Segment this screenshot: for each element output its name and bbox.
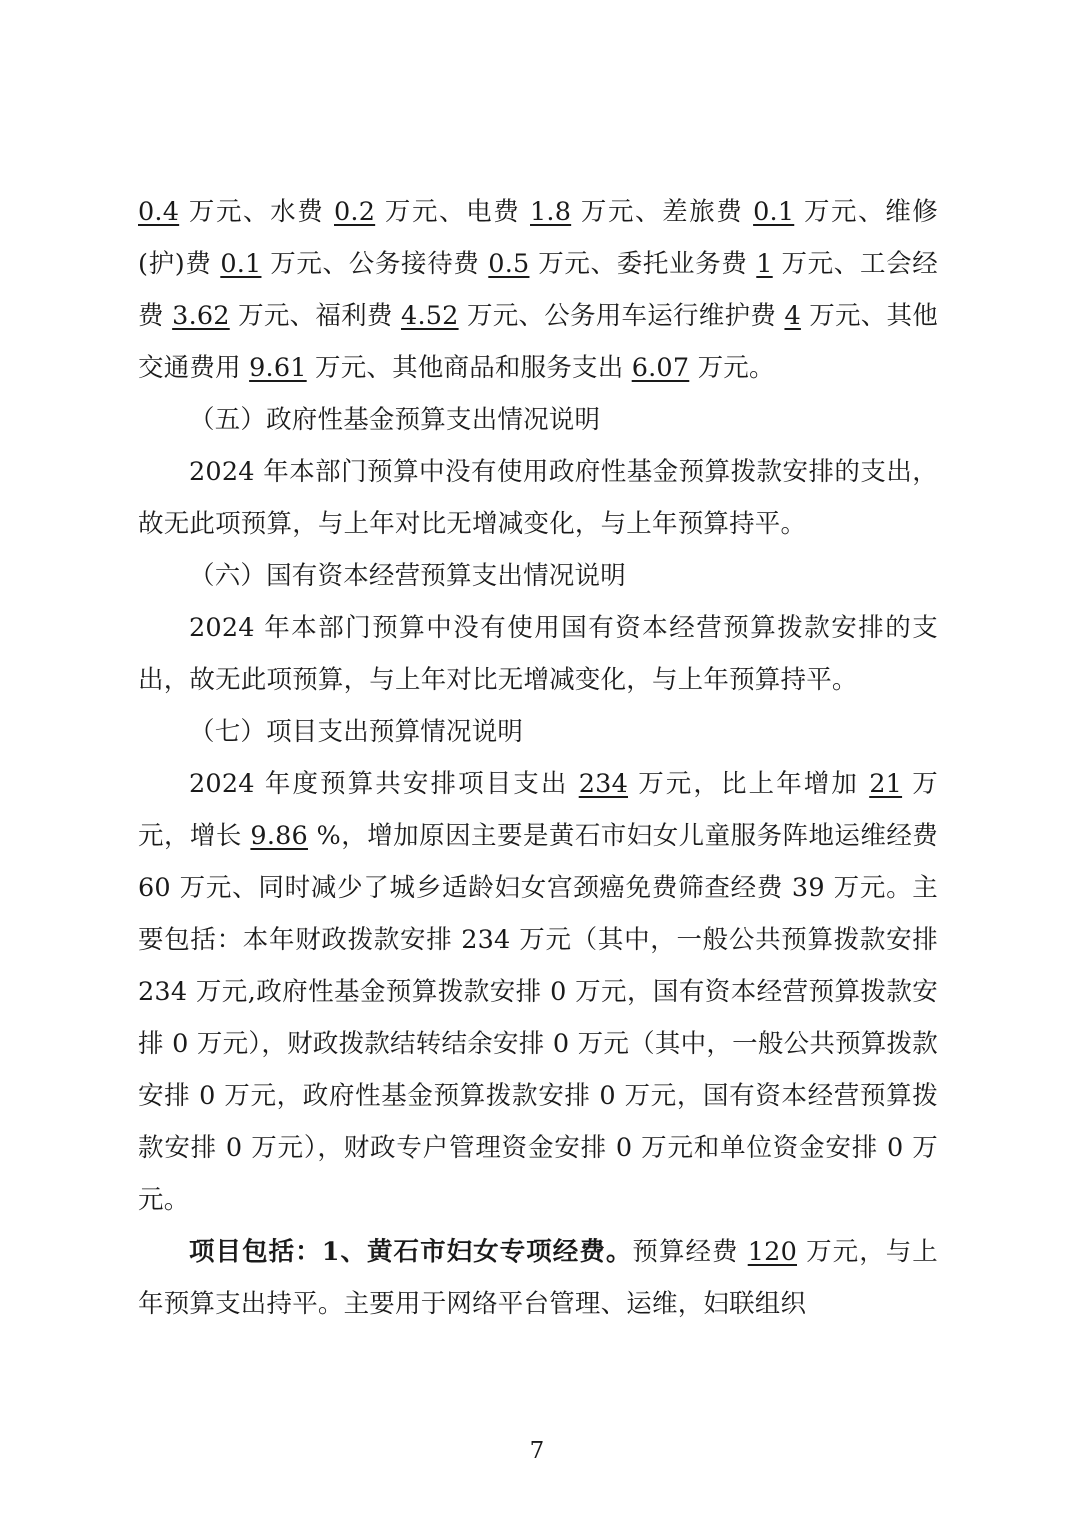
bold-text: 项目包括：1、黄石市妇女专项经费。 [189, 1237, 633, 1267]
text-run: 万元、委托业务费 [529, 249, 757, 279]
text-run: 万元、差旅费 [571, 197, 754, 227]
text-run: 万元、公务用车运行维护费 [458, 301, 785, 331]
text-run: 万元、其他商品和服务支出 [306, 353, 632, 383]
underlined-value: 0.2 [334, 197, 376, 227]
text-run: 万元，比上年增加 [628, 769, 870, 799]
text-run: 万元，与上年预算支出持平。主要用于网络平台管理、运维，妇联组织 [138, 1237, 938, 1319]
text-run: 万元，增长 [138, 769, 938, 851]
underlined-value: 9.86 [250, 821, 308, 851]
text-run: 预算经费 [632, 1237, 748, 1267]
text-run: （五）政府性基金预算支出情况说明 [189, 405, 601, 435]
underlined-value: 4 [784, 301, 801, 331]
text-run: 万元、其他交通费用 [138, 301, 938, 383]
paragraph [138, 446, 938, 550]
underlined-value: 0.5 [488, 249, 530, 279]
underlined-value: 1 [756, 249, 773, 279]
text-run: 2024 年度预算共安排项目支出 [189, 769, 579, 799]
text-block-container [138, 186, 947, 1330]
underlined-value: 0.4 [138, 197, 180, 227]
paragraph [138, 186, 938, 394]
text-run: 2024 年本部门预算中没有使用政府性基金预算拨款安排的支出，故无此项预算，与上年对比无增减变化，与上年预算持平。 [138, 457, 938, 539]
text-run: 万元、工会经费 [138, 249, 938, 331]
underlined-value: 1.8 [530, 197, 572, 227]
section-heading [138, 394, 938, 446]
underlined-value: 234 [578, 769, 628, 799]
underlined-value: 9.61 [249, 353, 307, 383]
text-run: %，增加原因主要是黄石市妇女儿童服务阵地运维经费 60 万元、同时减少了城乡适龄妇女宫颈癌免费筛查经费 39 万元。主要包括：本年财政拨款安排 234 万元（其中，一般公共预算拨款安排 234 万元,政府性基金预算拨款安排 0 万元，国有资本经营预算拨款安排 0 万元），财政拨款结转结余安排 0 万元（其中，一般公共预算拨款安排 0 万元，政府性基金预算拨款安排 0 万元，国有资本经营预算拨款安排 0 万元），财政专户管理资金安排 0 万元和单位资金安排 0 万元。 [138, 821, 947, 1215]
underlined-value: 21 [869, 769, 903, 799]
paragraph [138, 758, 947, 1226]
underlined-value: 120 [747, 1237, 797, 1267]
underlined-value: 0.1 [220, 249, 262, 279]
text-run: 万元、维修(护)费 [138, 197, 939, 279]
text-run: 万元、电费 [375, 197, 530, 227]
text-run: 万元。 [689, 353, 775, 383]
underlined-value: 4.52 [401, 301, 459, 331]
section-heading [138, 706, 938, 758]
paragraph [138, 602, 938, 706]
section-heading [138, 550, 938, 602]
paragraph [138, 1226, 938, 1330]
text-run: 万元、公务接待费 [261, 249, 489, 279]
text-run: 2024 年本部门预算中没有使用国有资本经营预算拨款安排的支出，故无此项预算，与上年对比无增减变化，与上年预算持平。 [138, 613, 938, 695]
text-run: （六）国有资本经营预算支出情况说明 [189, 561, 626, 591]
text-run: （七）项目支出预算情况说明 [189, 717, 524, 747]
underlined-value: 0.1 [753, 197, 795, 227]
underlined-value: 6.07 [631, 353, 690, 383]
page-number: 7 [529, 1438, 545, 1464]
text-run: 万元、水费 [179, 197, 334, 227]
text-run: 万元、福利费 [229, 301, 402, 331]
underlined-value: 3.62 [172, 301, 230, 331]
page-body [138, 186, 947, 1330]
